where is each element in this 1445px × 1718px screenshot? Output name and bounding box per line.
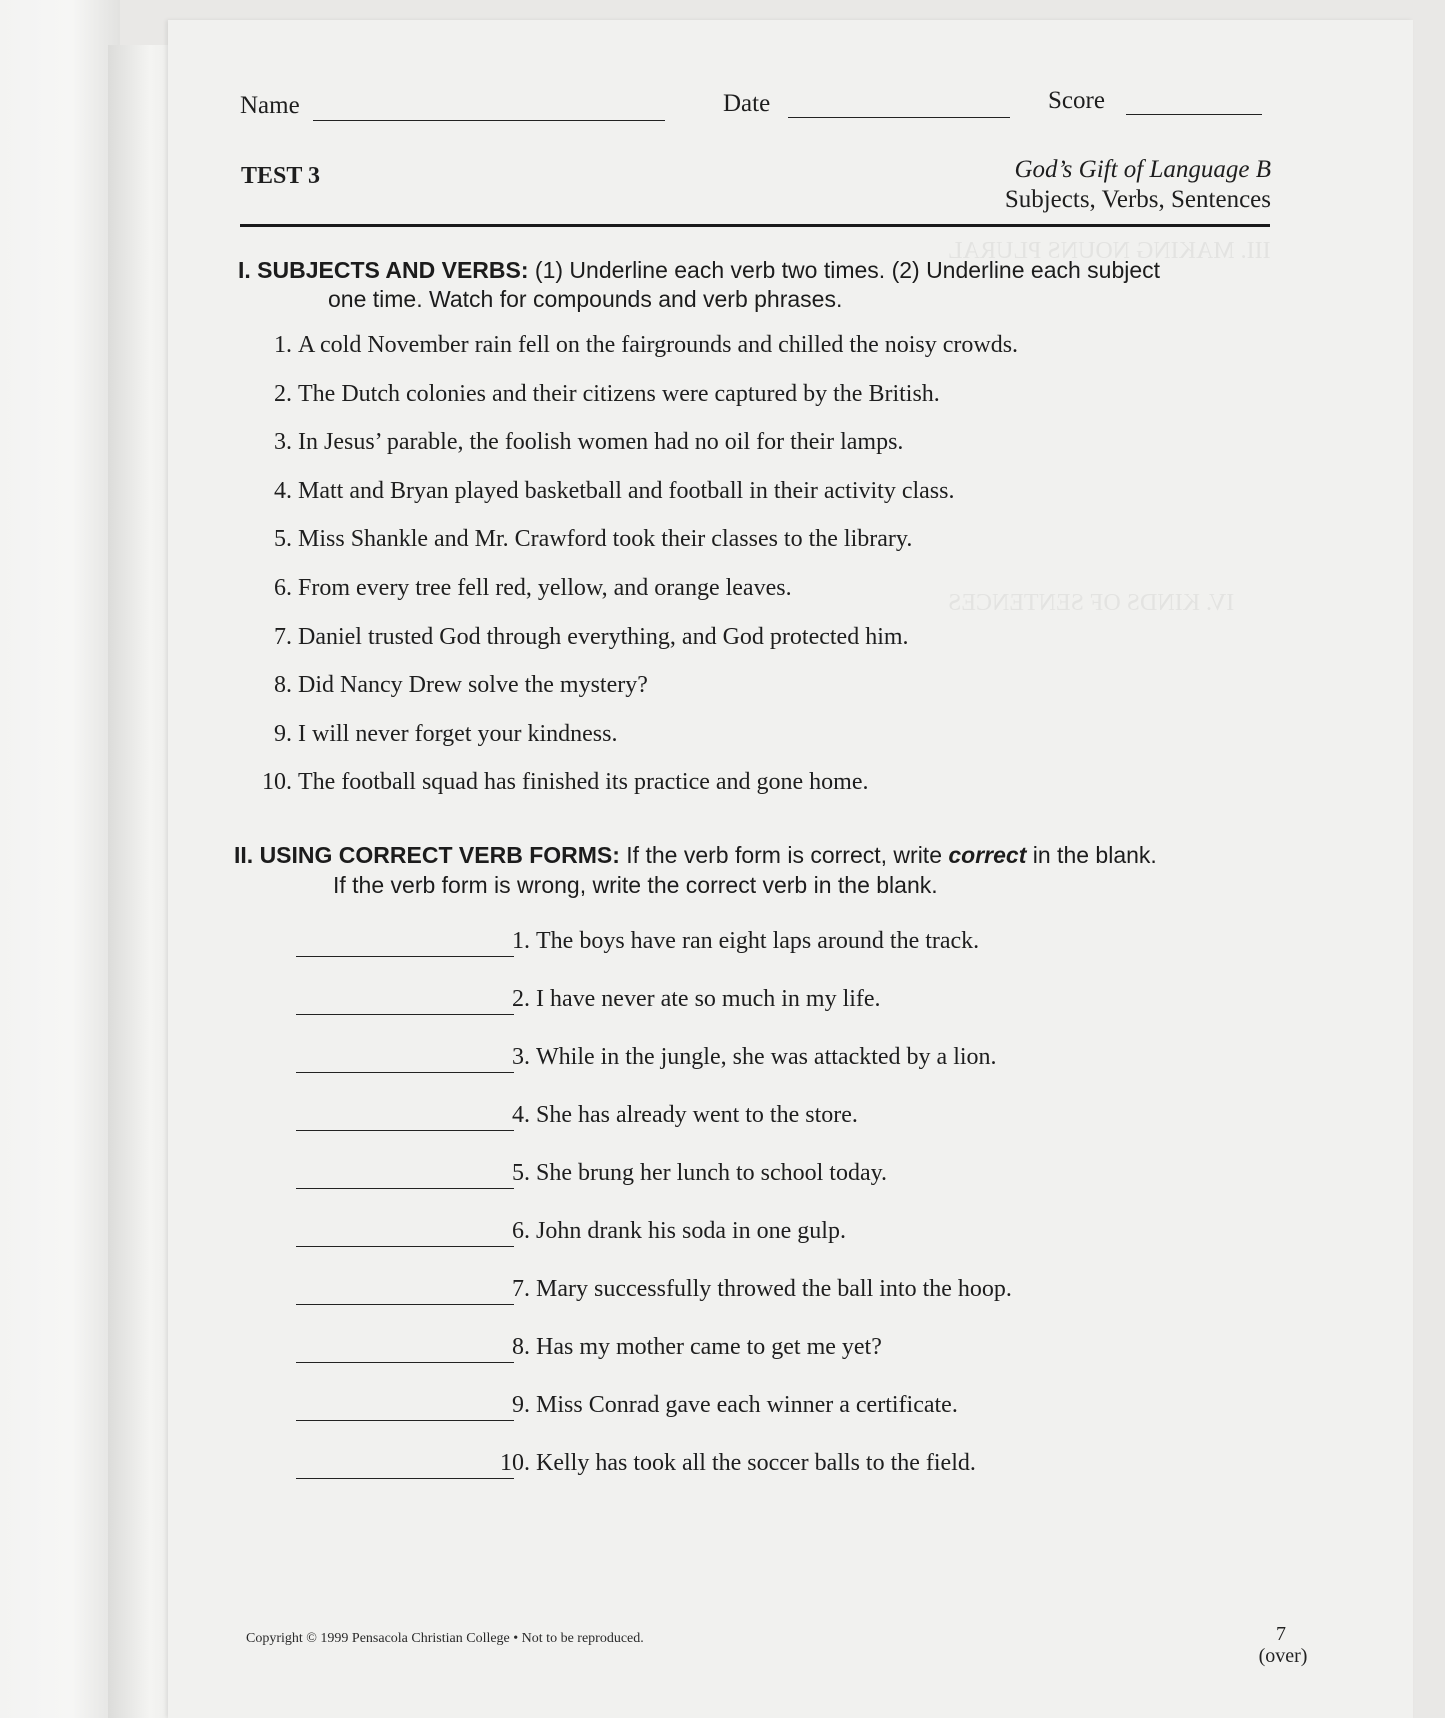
item-number: 7. xyxy=(274,623,292,650)
section2-instruction-cont: If the verb form is wrong, write the correct verb in the blank. xyxy=(333,872,938,898)
answer-blank[interactable] xyxy=(296,1246,514,1247)
show-through: III. MAKING NOUNS PLURAL xyxy=(948,238,1271,264)
item-number: 8. xyxy=(274,672,292,699)
name-blank[interactable] xyxy=(313,120,665,121)
section2-title: USING CORRECT VERB FORMS: xyxy=(259,842,620,868)
name-label: Name xyxy=(240,92,300,119)
section1-heading xyxy=(238,257,1160,284)
score-label: Score xyxy=(1048,87,1105,114)
book-edge xyxy=(0,0,120,1718)
item-number: 10. xyxy=(262,769,292,796)
answer-blank[interactable] xyxy=(296,1420,514,1421)
item-number: 2. xyxy=(512,986,530,1012)
test-title: TEST 3 xyxy=(241,163,320,189)
section1-numeral: I. xyxy=(238,257,251,283)
header-rule xyxy=(240,224,1270,227)
item-text: I have never ate so much in my life. xyxy=(536,986,881,1012)
item-text: Miss Shankle and Mr. Crawford took their classes to the library. xyxy=(298,526,913,553)
list-item xyxy=(490,1450,976,1477)
date-blank[interactable] xyxy=(788,117,1010,118)
answer-blank[interactable] xyxy=(296,1478,514,1479)
item-text: While in the jungle, she was attackted by a lion. xyxy=(536,1044,997,1070)
item-text: Matt and Bryan played basketball and football in their activity class. xyxy=(298,477,955,504)
item-text: Kelly has took all the soccer balls to the field. xyxy=(536,1450,976,1476)
list-item xyxy=(252,769,869,796)
section1-title: SUBJECTS AND VERBS: xyxy=(257,257,529,283)
copyright-notice: Copyright © 1999 Pensacola Christian College • Not to be reproduced. xyxy=(246,1631,644,1646)
list-item xyxy=(252,624,909,651)
item-text: Did Nancy Drew solve the mystery? xyxy=(298,672,648,699)
section2-instruction: If the verb form is correct, write xyxy=(626,842,942,868)
item-number: 7. xyxy=(512,1276,530,1302)
answer-blank[interactable] xyxy=(296,1072,514,1073)
item-number: 1. xyxy=(512,928,530,954)
list-item xyxy=(252,381,940,408)
item-text: I will never forget your kindness. xyxy=(298,720,618,747)
item-number: 9. xyxy=(512,1392,530,1418)
item-text: Mary successfully throwed the ball into the hoop. xyxy=(536,1276,1012,1302)
list-item xyxy=(252,429,903,456)
item-text: Daniel trusted God through everything, and God protected him. xyxy=(298,623,909,650)
item-text: Miss Conrad gave each winner a certificate. xyxy=(536,1392,958,1418)
page-shadow xyxy=(108,45,168,1718)
section1-instruction-cont: one time. Watch for compounds and verb phrases. xyxy=(328,286,843,312)
page-number: 7 xyxy=(1276,1623,1286,1645)
list-item xyxy=(252,332,1018,359)
list-item xyxy=(252,575,792,602)
list-item xyxy=(252,721,618,748)
section2-numeral: II. xyxy=(234,842,254,868)
item-number: 5. xyxy=(512,1160,530,1186)
section1-instruction: (1) Underline each verb two times. (2) Underline each subject xyxy=(534,257,1161,283)
item-text: The Dutch colonies and their citizens were captured by the British. xyxy=(298,380,940,407)
item-text: John drank his soda in one gulp. xyxy=(536,1218,846,1244)
item-text: She has already went to the store. xyxy=(536,1102,858,1128)
answer-blank[interactable] xyxy=(296,956,514,957)
list-item xyxy=(490,1044,997,1071)
answer-blank[interactable] xyxy=(296,1014,514,1015)
show-through: IV. KINDS OF SENTENCES xyxy=(948,590,1235,616)
item-text: The boys have ran eight laps around the track. xyxy=(536,928,980,954)
item-text: In Jesus’ parable, the foolish women had no oil for their lamps. xyxy=(298,429,904,456)
list-item xyxy=(490,1218,846,1245)
list-item xyxy=(490,1334,882,1361)
item-number: 1. xyxy=(274,332,292,358)
item-text: A cold November rain fell on the fairgrounds and chilled the noisy crowds. xyxy=(298,332,1019,358)
list-item xyxy=(490,1276,1012,1303)
item-number: 3. xyxy=(512,1044,530,1070)
list-item xyxy=(490,928,979,955)
item-text: She brung her lunch to school today. xyxy=(536,1160,888,1186)
list-item xyxy=(490,1392,958,1419)
item-number: 2. xyxy=(274,380,292,407)
over-label: (over) xyxy=(1258,1645,1308,1667)
answer-blank[interactable] xyxy=(296,1188,514,1189)
date-label: Date xyxy=(723,90,771,117)
answer-blank[interactable] xyxy=(296,1304,514,1305)
item-number: 9. xyxy=(274,720,292,747)
item-number: 4. xyxy=(512,1102,530,1128)
book-title: God’s Gift of Language B xyxy=(1014,156,1271,183)
item-number: 10. xyxy=(500,1450,530,1476)
book-subtitle: Subjects, Verbs, Sentences xyxy=(1004,186,1271,213)
section2-instruction-emphasis: correct xyxy=(948,842,1027,868)
item-number: 3. xyxy=(274,429,292,456)
item-number: 4. xyxy=(274,477,292,504)
item-text: Has my mother came to get me yet? xyxy=(536,1334,882,1360)
item-text: The football squad has finished its practice and gone home. xyxy=(298,769,869,796)
list-item xyxy=(490,986,881,1013)
list-item xyxy=(490,1160,887,1187)
answer-blank[interactable] xyxy=(296,1130,514,1131)
item-number: 6. xyxy=(274,575,292,601)
section2-heading xyxy=(234,842,1157,869)
item-number: 5. xyxy=(274,526,292,553)
list-item xyxy=(252,672,648,699)
item-number: 8. xyxy=(512,1334,530,1360)
score-blank[interactable] xyxy=(1126,114,1262,115)
item-text: From every tree fell red, yellow, and orange leaves. xyxy=(298,575,792,601)
answer-blank[interactable] xyxy=(296,1362,514,1363)
list-item xyxy=(252,478,954,505)
list-item xyxy=(252,526,912,553)
section2-instruction-end: in the blank. xyxy=(1032,842,1157,868)
list-item xyxy=(490,1102,858,1129)
worksheet-page xyxy=(168,20,1413,1718)
item-number: 6. xyxy=(512,1218,530,1244)
